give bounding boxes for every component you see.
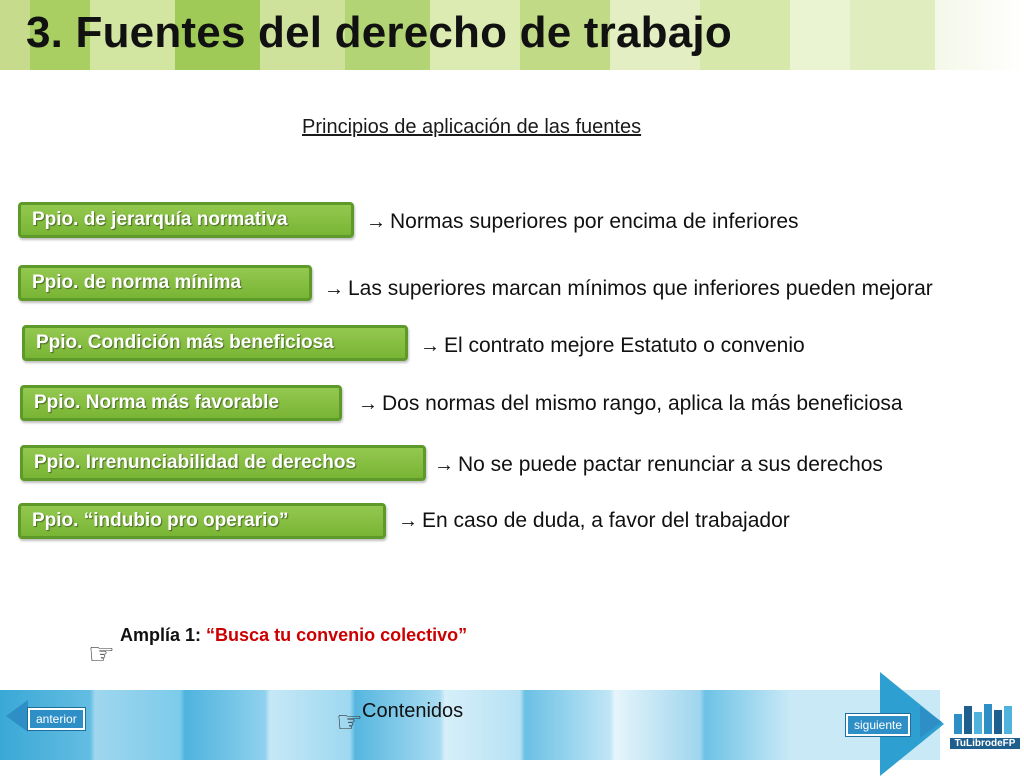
principle-pill-irrenunciabilidad[interactable] [20,445,426,481]
principle-pill-norma-minima[interactable] [18,265,312,301]
principle-desc-jerarquia: → Normas superiores por encima de inferiores [366,210,799,233]
principle-label: Ppio. de jerarquía normativa [32,209,288,230]
principle-pill-jerarquia[interactable] [18,202,354,238]
principle-label: Ppio. de norma mínima [32,272,242,293]
slide-title: 3. Fuentes del derecho de trabajo [26,8,732,57]
next-arrow-icon[interactable] [920,706,942,738]
principle-label: Ppio. “indubio pro operario” [32,510,289,531]
contents-link[interactable]: Contenidos [362,700,464,722]
principle-label: Ppio. Condición más beneficiosa [36,332,334,353]
amplia-link[interactable]: Amplía 1: “Busca tu convenio colectivo” [120,625,468,645]
principle-desc-condicion-beneficiosa: → El contrato mejore Estatuto o convenio [420,334,805,357]
right-arrow-icon: → [420,335,440,357]
footer-band [0,690,940,760]
right-arrow-icon: → [434,454,454,476]
pointing-hand-icon[interactable]: ☞ [336,706,363,739]
right-arrow-icon: → [324,278,344,300]
principle-pill-indubio[interactable] [18,503,386,539]
principle-desc-norma-favorable: → Dos normas del mismo rango, aplica la más beneficiosa [358,392,903,415]
right-arrow-icon: → [358,393,378,415]
principle-pill-norma-favorable[interactable] [20,385,342,421]
principle-desc-norma-minima: → Las superiores marcan mínimos que inferiores pueden mejorar [324,277,933,300]
principle-label: Ppio. Irrenunciabilidad de derechos [34,452,357,473]
pointing-hand-icon[interactable]: ☞ [88,638,115,671]
slide-subtitle: Principios de aplicación de las fuentes [302,116,642,138]
principle-desc-indubio: → En caso de duda, a favor del trabajador [398,509,790,532]
logo-text: TuLibrodeFP [950,738,1020,749]
amplia-link-text[interactable]: “Busca tu convenio colectivo” [206,625,468,645]
amplia-label: Amplía 1 [120,625,196,645]
tulibrodefp-logo [950,690,1020,760]
principle-label: Ppio. Norma más favorable [34,392,279,413]
prev-button[interactable]: anterior [28,708,85,730]
next-button[interactable]: siguiente [846,714,910,736]
right-arrow-icon: → [398,510,418,532]
right-arrow-icon: → [366,211,386,233]
principle-pill-condicion-beneficiosa[interactable] [22,325,408,361]
principle-desc-irrenunciabilidad: → No se puede pactar renunciar a sus derechos [434,453,883,476]
prev-arrow-icon[interactable] [6,700,28,732]
